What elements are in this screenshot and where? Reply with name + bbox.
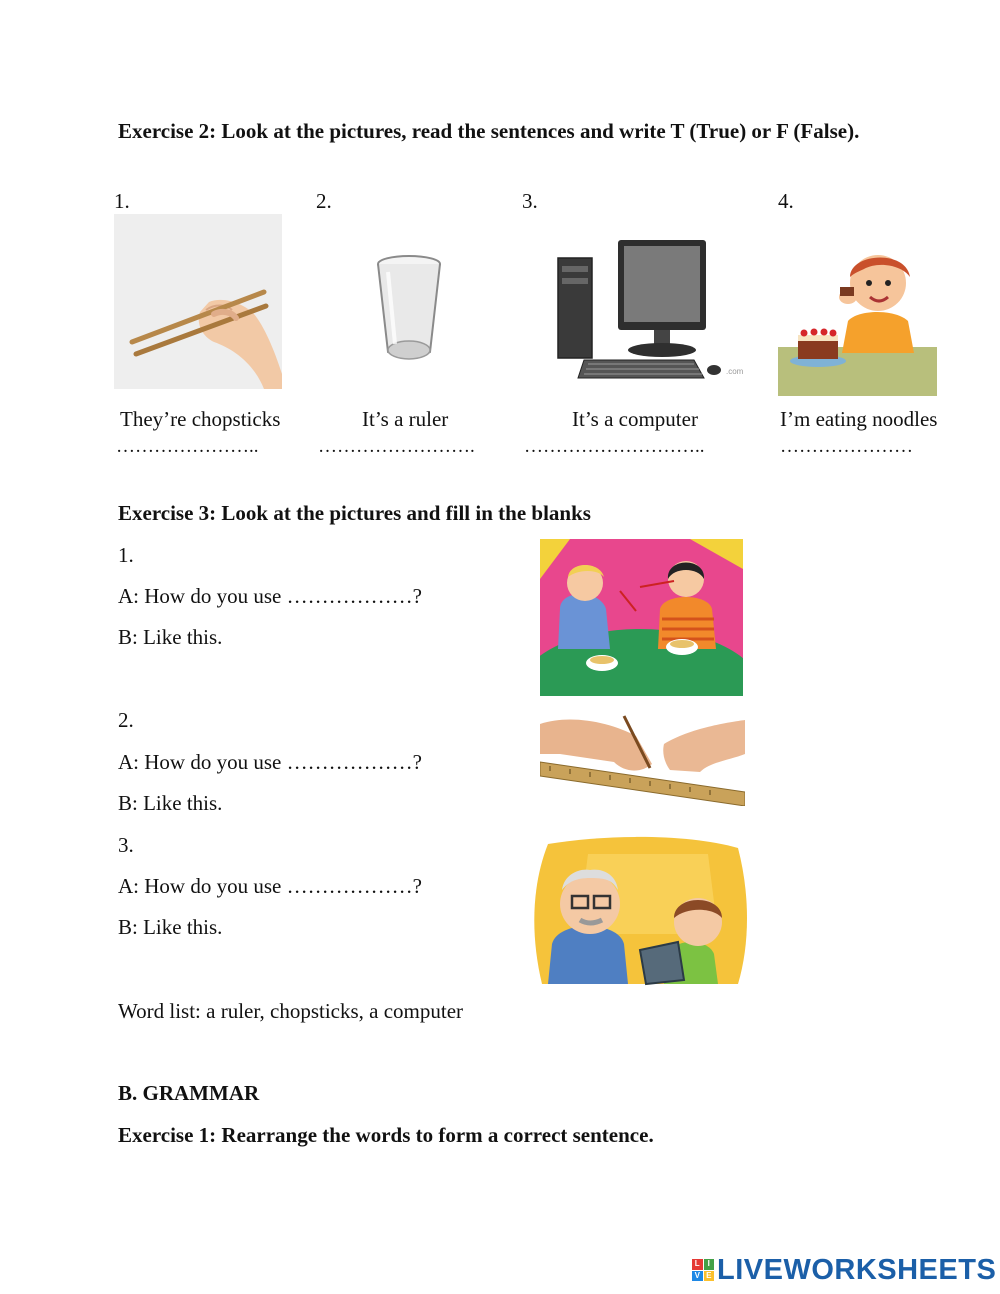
svg-text:.com: .com <box>726 367 744 376</box>
ex2-item1-answer-blank[interactable]: ………………….. <box>116 436 259 457</box>
ruler-drawing-image <box>540 714 745 806</box>
glass-image <box>360 248 458 370</box>
ex3-item2-answer: B: Like this. <box>118 791 223 815</box>
kids-noodles-image <box>540 539 743 696</box>
exercise2-title: Exercise 2: Look at the pictures, read the sentences and write T (True) or F (False). <box>118 119 860 143</box>
ex3-item3-number: 3. <box>118 833 134 857</box>
ex2-item1-sentence: They’re chopsticks <box>120 407 281 431</box>
ex3-item3-question[interactable]: A: How do you use ………………? <box>118 874 422 898</box>
ex2-item3-number: 3. <box>522 189 538 213</box>
ex2-item2-answer-blank[interactable]: ……………………. <box>318 436 475 457</box>
liveworksheets-logo[interactable] <box>692 1254 996 1286</box>
chopsticks-image <box>114 214 282 389</box>
ex3-item3-answer: B: Like this. <box>118 915 223 939</box>
ex3-item1-number: 1. <box>118 543 134 567</box>
ex2-item3-sentence: It’s a computer <box>572 407 698 431</box>
ex3-item2-question[interactable]: A: How do you use ………………? <box>118 750 422 774</box>
ex2-item4-answer-blank[interactable]: ………………… <box>780 436 913 457</box>
grammar-exercise1-title: Exercise 1: Rearrange the words to form a correct sentence. <box>118 1123 654 1147</box>
ex2-item1-number: 1. <box>114 189 130 213</box>
ex2-item2-sentence: It’s a ruler <box>362 407 449 431</box>
ex2-item3-answer-blank[interactable]: ……………………….. <box>524 436 705 457</box>
grandpa-laptop-image <box>528 834 751 988</box>
boy-eating-image <box>778 243 937 396</box>
word-list: Word list: a ruler, chopsticks, a computer <box>118 999 464 1023</box>
ex3-item1-question[interactable]: A: How do you use ………………? <box>118 584 422 608</box>
grammar-section-title: B. GRAMMAR <box>118 1081 260 1105</box>
exercise3-title: Exercise 3: Look at the pictures and fill in the blanks <box>118 501 591 525</box>
ex2-item4-sentence: I’m eating noodles <box>780 407 938 431</box>
liveworksheets-badge-icon: L I V E <box>692 1259 714 1281</box>
ex2-item2-number: 2. <box>316 189 332 213</box>
ex3-item1-answer: B: Like this. <box>118 625 223 649</box>
computer-image <box>554 238 754 380</box>
ex2-item4-number: 4. <box>778 189 794 213</box>
liveworksheets-logo-text: LIVEWORKSHEETS <box>717 1253 997 1286</box>
ex3-item2-number: 2. <box>118 708 134 732</box>
